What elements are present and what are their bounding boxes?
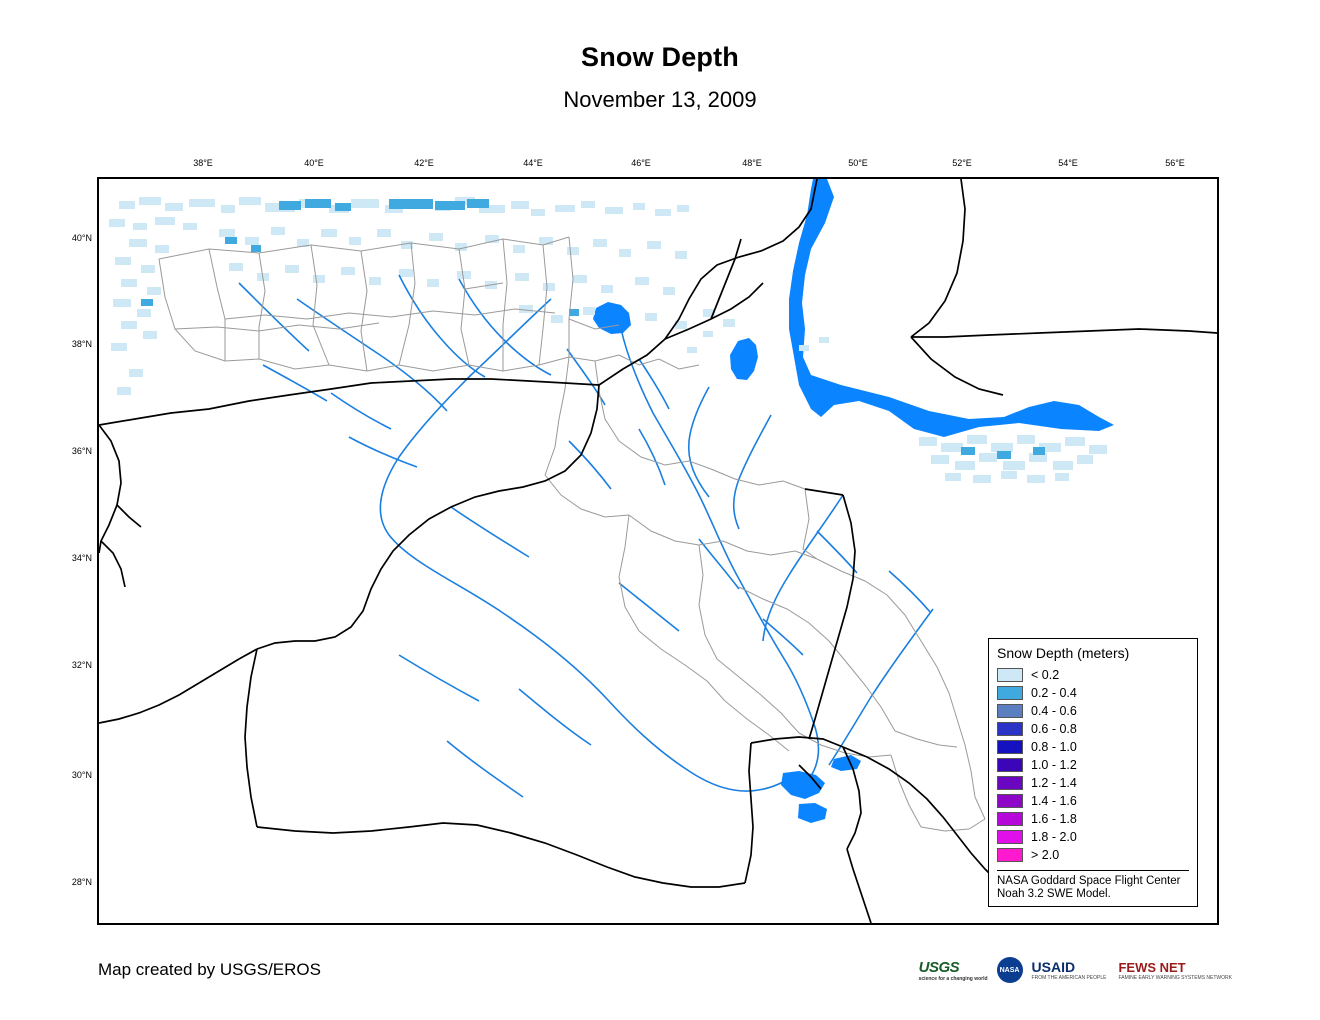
legend-swatch — [997, 830, 1023, 844]
caspian-sea — [789, 179, 1114, 437]
lat-tick-36n: 36°N — [71, 446, 92, 456]
legend — [988, 638, 1198, 907]
mesopotamian-marsh-2 — [798, 803, 827, 823]
legend-swatch — [997, 848, 1023, 862]
legend-source-line2: Noah 3.2 SWE Model. — [997, 888, 1111, 900]
legend-item — [997, 774, 1189, 792]
legend-label: 0.8 - 1.0 — [1031, 740, 1077, 754]
lat-tick-38n: 38°N — [71, 339, 92, 349]
page-subtitle: November 13, 2009 — [563, 87, 757, 112]
lon-tick-38e: 38°E — [193, 158, 213, 168]
usgs-logo — [916, 957, 991, 983]
lon-tick-48e: 48°E — [742, 158, 762, 168]
logo-bar — [916, 955, 1235, 985]
legend-item — [997, 720, 1189, 738]
fewsnet-logo — [1115, 957, 1235, 983]
lat-tick-40n: 40°N — [71, 233, 92, 243]
legend-item — [997, 702, 1189, 720]
legend-item — [997, 792, 1189, 810]
lon-tick-54e: 54°E — [1058, 158, 1078, 168]
legend-swatch — [997, 686, 1023, 700]
legend-source-line1: NASA Goddard Space Flight Center — [997, 875, 1181, 887]
lon-tick-42e: 42°E — [414, 158, 434, 168]
legend-swatch — [997, 794, 1023, 808]
nasa-logo-text: NASA — [999, 966, 1020, 974]
legend-swatch — [997, 812, 1023, 826]
lon-tick-56e: 56°E — [1165, 158, 1185, 168]
legend-label: 1.6 - 1.8 — [1031, 812, 1077, 826]
lon-tick-52e: 52°E — [952, 158, 972, 168]
legend-swatch — [997, 722, 1023, 736]
lon-tick-46e: 46°E — [631, 158, 651, 168]
usaid-logo-text: USAID — [1031, 959, 1076, 975]
usaid-logo-sub: FROM THE AMERICAN PEOPLE — [1031, 975, 1107, 981]
legend-item — [997, 756, 1189, 774]
lon-tick-50e: 50°E — [848, 158, 868, 168]
legend-swatch — [997, 740, 1023, 754]
nasa-logo — [997, 957, 1023, 983]
legend-label: 1.2 - 1.4 — [1031, 776, 1077, 790]
legend-label: < 0.2 — [1031, 668, 1060, 682]
lake-urmia — [593, 302, 631, 334]
usaid-logo — [1029, 957, 1110, 983]
lon-tick-44e: 44°E — [523, 158, 543, 168]
page-title: Snow Depth — [581, 42, 739, 72]
legend-swatch — [997, 758, 1023, 772]
legend-label: > 2.0 — [1031, 848, 1060, 862]
legend-title: Snow Depth (meters) — [997, 645, 1130, 661]
fewsnet-logo-sub: FAMINE EARLY WARNING SYSTEMS NETWORK — [1118, 974, 1232, 981]
usgs-logo-text: USGS — [918, 958, 960, 976]
legend-label: 1.4 - 1.6 — [1031, 794, 1077, 808]
legend-item — [997, 666, 1189, 684]
legend-item — [997, 810, 1189, 828]
lat-tick-32n: 32°N — [71, 660, 92, 670]
legend-item — [997, 738, 1189, 756]
lat-tick-28n: 28°N — [71, 877, 92, 887]
lake-van — [730, 338, 758, 380]
legend-label: 1.8 - 2.0 — [1031, 830, 1077, 844]
lat-tick-30n: 30°N — [71, 770, 92, 780]
legend-source — [997, 870, 1189, 901]
usgs-logo-sub: science for a changing world — [918, 975, 988, 982]
lon-tick-40e: 40°E — [304, 158, 324, 168]
legend-label: 1.0 - 1.2 — [1031, 758, 1077, 772]
legend-item — [997, 684, 1189, 702]
legend-label: 0.4 - 0.6 — [1031, 704, 1077, 718]
legend-item — [997, 828, 1189, 846]
fewsnet-logo-text: FEWS NET — [1118, 959, 1186, 975]
legend-swatch — [997, 668, 1023, 682]
legend-label: 0.6 - 0.8 — [1031, 722, 1077, 736]
lat-tick-34n: 34°N — [71, 553, 92, 563]
map-credit: Map created by USGS/EROS — [98, 960, 321, 979]
legend-swatch — [997, 776, 1023, 790]
legend-label: 0.2 - 0.4 — [1031, 686, 1077, 700]
mesopotamian-marsh-3 — [831, 755, 861, 771]
legend-item — [997, 846, 1189, 864]
legend-swatch — [997, 704, 1023, 718]
rivers — [239, 275, 933, 797]
